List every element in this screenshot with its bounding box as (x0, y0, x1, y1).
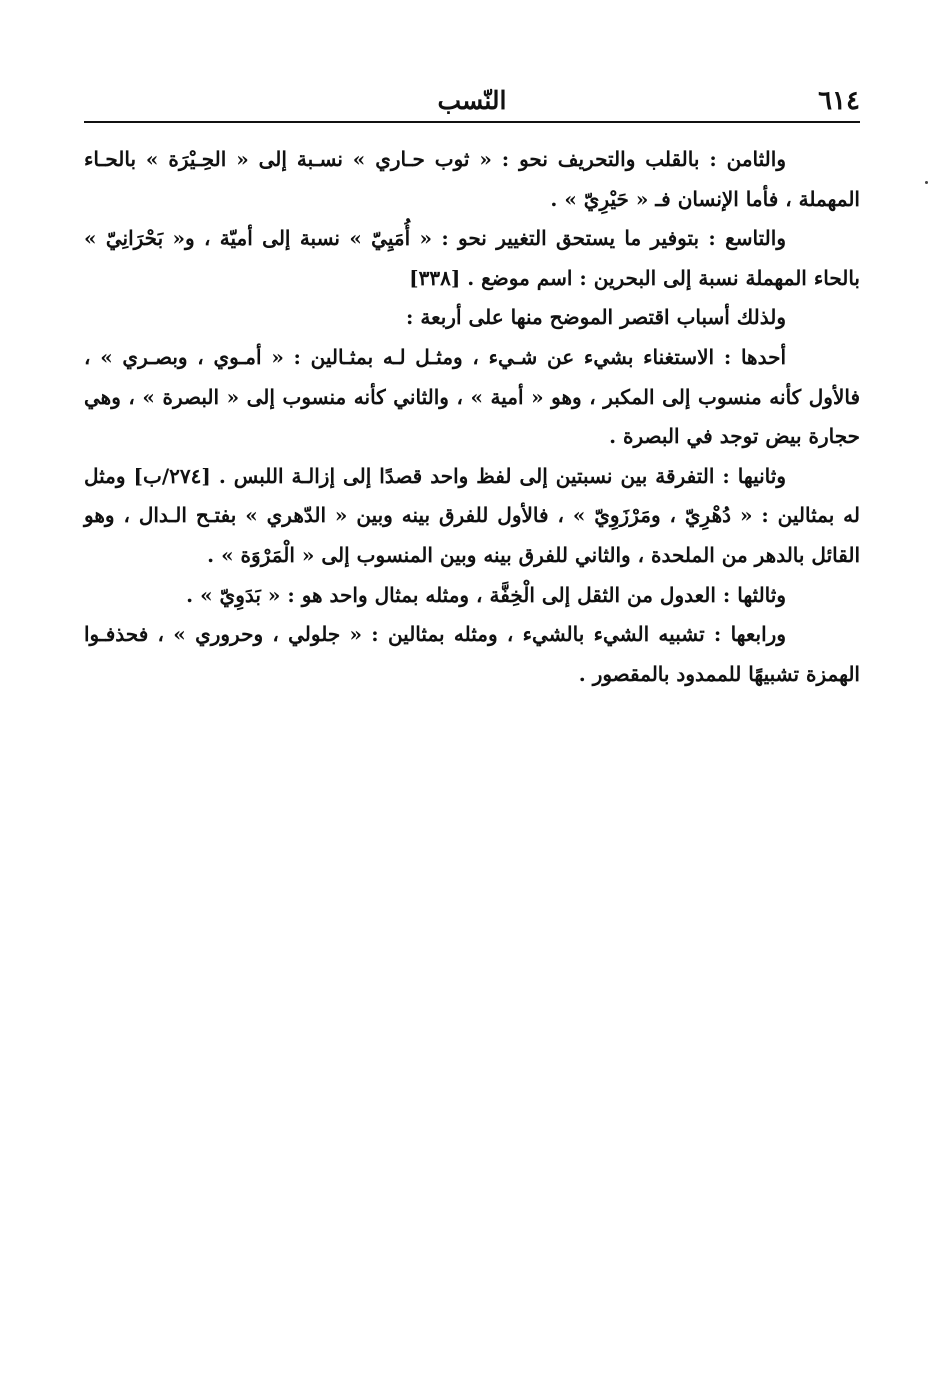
paragraph-ninth: والتاسع : بتوفير ما يستحق التغيير نحو : « أُمَيِيّ » نسبة إلى أميّة ، و« بَحْرَانِيّ » بالحاء المهملة نسبة إلى البحرين : اسم موضع . [٣٣٨] (84, 226, 860, 290)
paragraph-reason-third: وثالثها : العدول من الثقل إلى الْخِفَّة ، ومثله بمثال واحد هو : « بَدَوِيّ » . (186, 582, 786, 607)
paragraph-reason-fourth: ورابعها : تشبيه الشيء بالشيء ، ومثله بمثالين : « جلولي ، وحروري » ، فحذفـوا الهمزة تشبيهًا للممدود بالمقصور . (84, 622, 860, 686)
running-title: النّسب (437, 86, 507, 115)
paragraph-reasons-intro: ولذلك أسباب اقتصر الموضح منها على أربعة : (406, 305, 786, 330)
scan-speck (925, 181, 928, 184)
header-rule (84, 121, 860, 123)
page-header (84, 80, 860, 122)
paragraph-eighth: والثامن : بالقلب والتحريف نحو : « ثوب حـاري » نسـبة إلى « الحِـيْرَة » بالحـاء المهملة ، فأما الإنسان فـ « حَيْرِيّ » . (84, 147, 860, 211)
paragraph-reason-first: أحدها : الاستغناء بشيء عن شـيء ، ومثـل لـه بمثـالين : « أمـوي ، وبصـري » ، فالأول كأنه منسوب إلى المكبر ، وهو « أمية » ، والثاني كأنه منسوب إلى « البصرة » ، وهي حجارة بيض توجد في البصرة . (84, 344, 860, 449)
paragraph-reason-second: وثانيها : التفرقة بين نسبتين إلى لفظ واحد قصدًا إلى إزالـة اللبس . [٢٧٤/ب] ومثل له بمثالين : « دُهْرِيّ ، ومَرْزَوِيّ » ، فالأول للفرق بينه وبين « الدّهري » بفتـح الـدال ، وهو القائل بالدهر من الملحدة ، والثاني للفرق بينه وبين المنسوب إلى « الْمَرْوَة » . (84, 463, 860, 567)
page-number: ٦١٤ (818, 86, 860, 116)
body-text (84, 140, 860, 694)
